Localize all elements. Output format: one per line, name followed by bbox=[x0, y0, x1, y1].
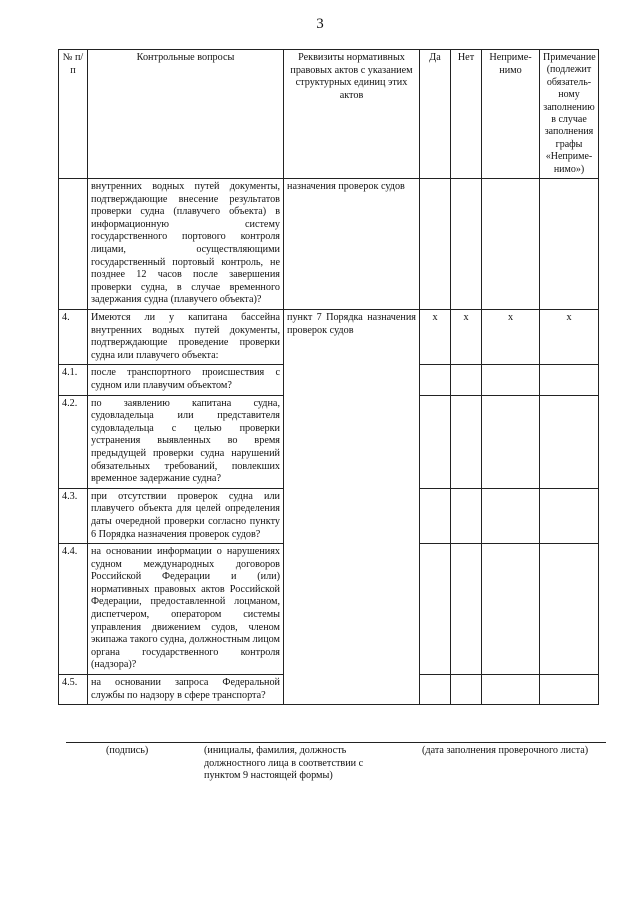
row-note bbox=[540, 488, 599, 543]
row-requisites: пункт 7 Порядка назначения проверок судов bbox=[284, 310, 420, 705]
row-no bbox=[451, 488, 482, 543]
row-no bbox=[451, 395, 482, 488]
row-yes bbox=[420, 179, 451, 310]
row-no bbox=[451, 179, 482, 310]
row-question: внутренних водных путей документы, подтверждающие внесение результатов проверки судна (плавучего объекта) в информационную систему государственного портового контроля лицами, осуществляющими государственный портовый контроль, не позднее 12 часов после завершения проверки судна, в случае временного задержания судна (плавучего объекта)? bbox=[88, 179, 284, 310]
row-question: после транспортного происшествия с судном или плавучим объектом? bbox=[88, 365, 284, 395]
row-num: 4.3. bbox=[59, 488, 88, 543]
row-yes bbox=[420, 365, 451, 395]
header-note: Примечание (подлежит обязатель-ному заполнению в случае заполнения графы «Неприме-нимо») bbox=[540, 50, 599, 179]
row-na bbox=[482, 488, 540, 543]
signature-caption: (подпись) bbox=[106, 745, 149, 756]
row-note: x bbox=[540, 310, 599, 365]
row-note bbox=[540, 544, 599, 675]
row-question: по заявлению капитана судна, судовладельца или представителя судовладельца с целью проверки устранения выявленных во время предыдущей проверки судна нарушений обязательных требований, повлекших временное задержание судна? bbox=[88, 395, 284, 488]
row-num bbox=[59, 179, 88, 310]
row-num: 4.1. bbox=[59, 365, 88, 395]
row-yes: x bbox=[420, 310, 451, 365]
row-num: 4.4. bbox=[59, 544, 88, 675]
row-yes bbox=[420, 488, 451, 543]
row-note bbox=[540, 179, 599, 310]
row-note bbox=[540, 365, 599, 395]
row-question: на основании информации о нарушениях судном международных договоров Российской Федерации и (или) нормативных правовых актов Российской Федерации, предоставленной лоцманом, диспетчером, оператором системы управления движением судов, членом экипажа такого судна, должностным лицом органа государственного контроля (надзора)? bbox=[88, 544, 284, 675]
row-question: при отсутствии проверок судна или плавучего объекта для целей определения даты очередной проверки согласно пункту 6 Порядка назначения проверок судов? bbox=[88, 488, 284, 543]
row-requisites: назначения проверок судов bbox=[284, 179, 420, 310]
name-position-caption: (инициалы, фамилия, должность должностного лица в соответствии с пунктом 9 настоящей формы) bbox=[204, 745, 364, 782]
header-na: Неприме-нимо bbox=[482, 50, 540, 179]
header-question: Контрольные вопросы bbox=[88, 50, 284, 179]
row-yes bbox=[420, 544, 451, 675]
row-yes bbox=[420, 395, 451, 488]
row-question: Имеются ли у капитана бассейна внутренних водных путей документы, подтверждающие проведение проверки судна или плавучего объекта: bbox=[88, 310, 284, 365]
page-number: 3 bbox=[316, 16, 324, 32]
header-num: № п/п bbox=[59, 50, 88, 179]
signature-line bbox=[66, 742, 606, 743]
row-yes bbox=[420, 675, 451, 705]
row-na bbox=[482, 395, 540, 488]
table-row bbox=[59, 310, 599, 365]
table-row bbox=[59, 179, 599, 310]
header-yes: Да bbox=[420, 50, 451, 179]
row-num: 4.5. bbox=[59, 675, 88, 705]
row-na: x bbox=[482, 310, 540, 365]
row-na bbox=[482, 544, 540, 675]
row-no bbox=[451, 544, 482, 675]
row-na bbox=[482, 179, 540, 310]
row-num: 4. bbox=[59, 310, 88, 365]
date-caption: (дата заполнения проверочного листа) bbox=[422, 745, 589, 756]
row-note bbox=[540, 675, 599, 705]
table-header-row bbox=[59, 50, 599, 179]
header-no: Нет bbox=[451, 50, 482, 179]
checklist-table bbox=[58, 49, 599, 705]
row-num: 4.2. bbox=[59, 395, 88, 488]
row-no bbox=[451, 365, 482, 395]
header-requisites: Реквизиты нормативных правовых актов с указанием структурных единиц этих актов bbox=[284, 50, 420, 179]
row-note bbox=[540, 395, 599, 488]
row-no: x bbox=[451, 310, 482, 365]
row-na bbox=[482, 675, 540, 705]
row-question: на основании запроса Федеральной службы по надзору в сфере транспорта? bbox=[88, 675, 284, 705]
row-na bbox=[482, 365, 540, 395]
row-no bbox=[451, 675, 482, 705]
